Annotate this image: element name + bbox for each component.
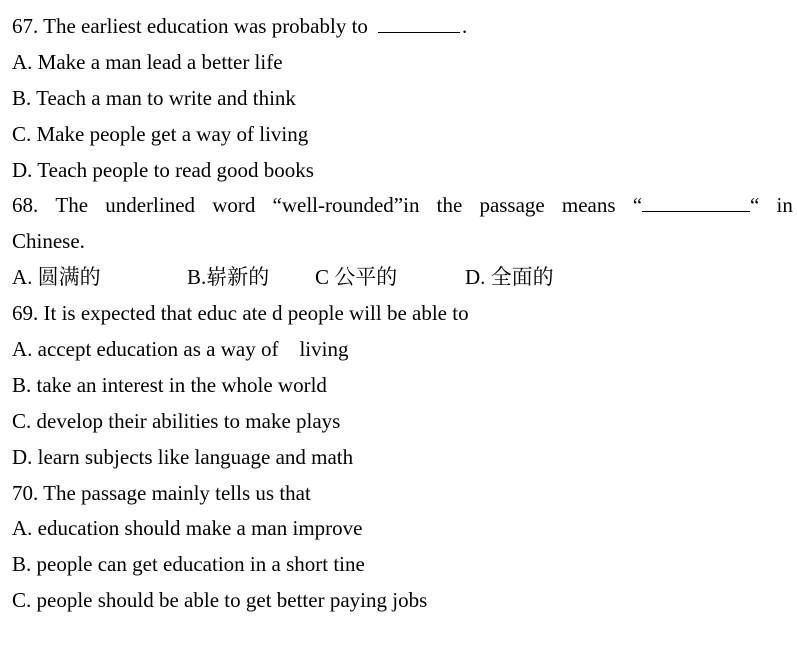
question-68-options xyxy=(12,260,793,296)
option-68-c: C 公平的 xyxy=(315,265,398,290)
question-67-stem xyxy=(12,9,793,45)
option-67-a: A. Make a man lead a better life xyxy=(12,49,283,74)
open-quote: “ xyxy=(632,193,643,218)
answer-blank xyxy=(642,193,750,212)
question-68-stem xyxy=(12,188,793,224)
q68-word: passage xyxy=(479,193,545,218)
question-70-stem: 70. The passage mainly tells us that xyxy=(12,480,311,505)
option-69-d: D. learn subjects like language and math xyxy=(12,444,354,469)
q68-word: 68. xyxy=(12,193,39,218)
q68-word: underlined xyxy=(105,193,196,218)
question-67-text: 67. The earliest education was probably to xyxy=(12,14,368,38)
option-67-d: D. Teach people to read good books xyxy=(12,157,314,182)
q68-word: The xyxy=(55,193,89,218)
option-69-c: C. develop their abilities to make plays xyxy=(12,408,341,433)
option-70-b: B. people can get education in a short tine xyxy=(12,552,365,577)
question-68-continuation: Chinese. xyxy=(12,229,85,254)
question-sheet xyxy=(12,9,793,619)
question-69-stem: 69. It is expected that educ ate d people will be able to xyxy=(12,301,469,326)
option-67-c: C. Make people get a way of living xyxy=(12,121,309,146)
q68-word: the xyxy=(436,193,463,218)
question-67-period: . xyxy=(461,14,468,38)
option-69-b: B. take an interest in the whole world xyxy=(12,372,327,397)
q68-word: “well-rounded”in xyxy=(272,193,420,218)
close-quote: “ xyxy=(750,193,760,218)
q68-word: in xyxy=(776,193,793,218)
option-68-a: A. 圆满的 xyxy=(12,265,101,290)
option-70-a: A. education should make a man improve xyxy=(12,516,363,541)
q68-word: word xyxy=(212,193,256,218)
option-68-b: B.崭新的 xyxy=(187,265,270,290)
option-67-b: B. Teach a man to write and think xyxy=(12,85,296,110)
q68-word: means xyxy=(561,193,616,218)
option-70-c: C. people should be able to get better paying jobs xyxy=(12,588,428,613)
option-68-d: D. 全面的 xyxy=(465,265,554,290)
option-69-a: A. accept education as a way of living xyxy=(12,337,349,362)
q68-quoted-blank xyxy=(633,188,760,224)
answer-blank xyxy=(378,14,460,33)
